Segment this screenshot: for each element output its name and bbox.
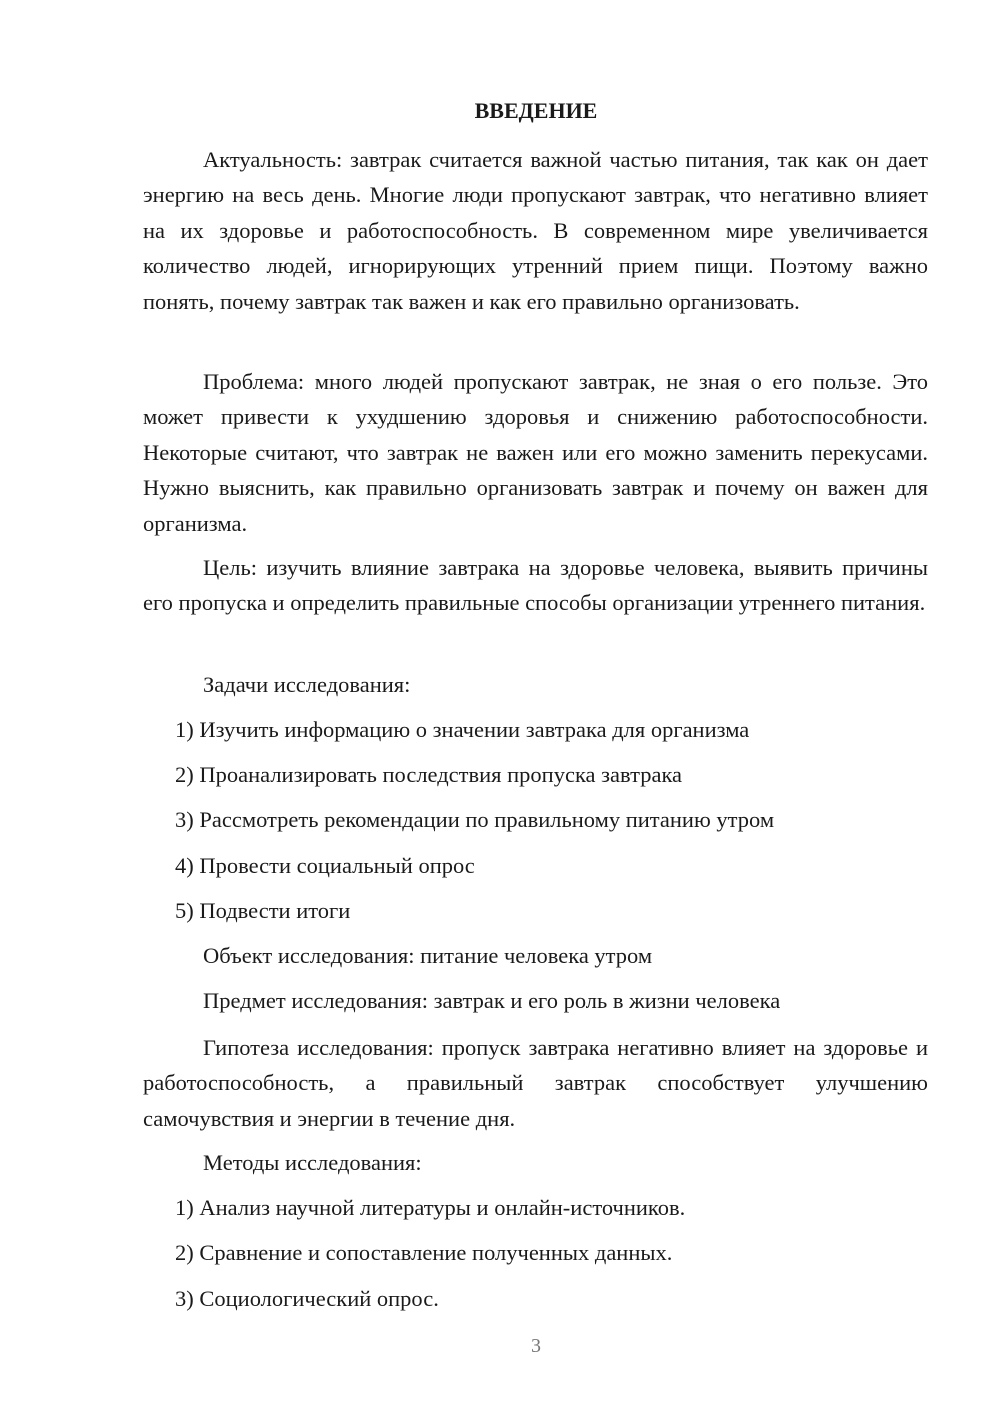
task-item: 3) Рассмотреть рекомендации по правильному питанию утром	[175, 807, 775, 832]
hypothesis-paragraph: Гипотеза исследования: пропуск завтрака негативно влияет на здоровье и работоспособность, а правильный завтрак способствует улучшению самочувствия и энергии в течение дня.	[143, 1035, 928, 1131]
method-item: 3) Социологический опрос.	[175, 1286, 439, 1311]
goal-paragraph: Цель: изучить влияние завтрака на здоровье человека, выявить причины его пропуска и определить правильные способы организации утреннего питания.	[143, 555, 928, 616]
research-subject: Предмет исследования: завтрак и его роль в жизни человека	[203, 988, 781, 1013]
page-number: 3	[531, 1335, 541, 1357]
method-item: 2) Сравнение и сопоставление полученных данных.	[175, 1240, 673, 1265]
task-item: 4) Провести социальный опрос	[175, 853, 475, 878]
research-object: Объект исследования: питание человека утром	[203, 943, 653, 968]
methods-heading: Методы исследования:	[203, 1150, 422, 1175]
tasks-heading: Задачи исследования:	[203, 672, 411, 697]
task-item: 1) Изучить информацию о значении завтрака для организма	[175, 717, 750, 742]
task-item: 5) Подвести итоги	[175, 898, 351, 923]
method-item: 1) Анализ научной литературы и онлайн-источников.	[175, 1195, 686, 1220]
problem-paragraph: Проблема: много людей пропускают завтрак, не зная о его пользе. Это может привести к ухудшению здоровья и снижению работоспособности. Некоторые считают, что завтрак не важен или его можно заменить перекусами. Нужно выяснить, как правильно организовать завтрак и почему он важен для организма.	[143, 369, 928, 536]
relevance-paragraph: Актуальность: завтрак считается важной частью питания, так как он дает энергию на весь день. Многие люди пропускают завтрак, что негативно влияет на их здоровье и работоспособность. В современном мире увеличивается количество людей, игнорирующих утренний прием пищи. Поэтому важно понять, почему завтрак так важен и как его правильно организовать.	[143, 147, 928, 314]
section-title: ВВЕДЕНИЕ	[474, 98, 598, 123]
task-item: 2) Проанализировать последствия пропуска завтрака	[175, 762, 683, 787]
